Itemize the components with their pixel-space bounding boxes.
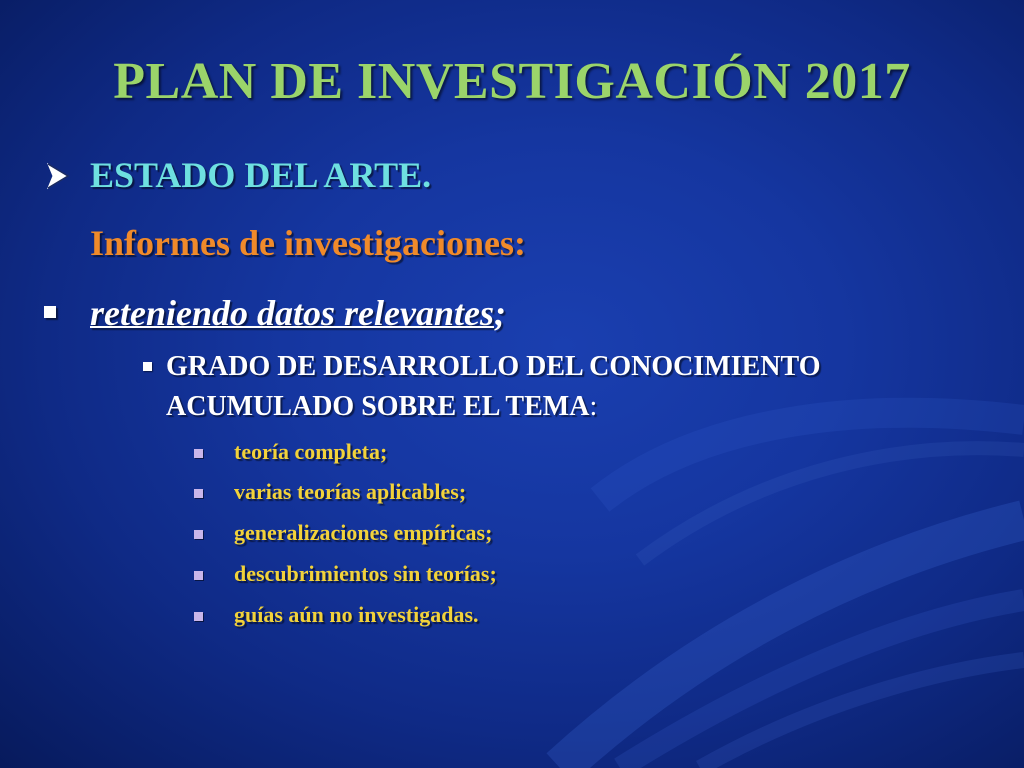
slide-title: PLAN DE INVESTIGACIÓN 2017 bbox=[113, 53, 911, 110]
bullet-level1-underlined: reteniendo datos relevantes bbox=[90, 293, 494, 333]
bullet-level1-rest: ; bbox=[493, 293, 506, 333]
bullet-level2-line2 bbox=[166, 390, 597, 424]
section-heading: ESTADO DEL ARTE. bbox=[90, 155, 432, 195]
square-bullet-icon bbox=[44, 306, 56, 318]
bullet-level2-line2-text: ACUMULADO SOBRE EL TEMA bbox=[166, 391, 590, 422]
lavender-square-bullet-icon bbox=[194, 612, 203, 621]
list-item: descubrimientos sin teorías; bbox=[234, 561, 497, 586]
list-item: teoría completa; bbox=[234, 439, 388, 464]
bullet-level1 bbox=[90, 292, 506, 334]
lavender-square-bullet-icon bbox=[194, 530, 203, 539]
bullet-level2-line2-suffix: : bbox=[589, 391, 598, 422]
list-item: guías aún no investigadas. bbox=[234, 602, 479, 627]
small-square-bullet-icon bbox=[143, 362, 152, 371]
list-item: generalizaciones empíricas; bbox=[234, 520, 493, 545]
arrow-chevron-icon bbox=[42, 160, 74, 192]
list-item: varias teorías aplicables; bbox=[234, 479, 467, 504]
section-subheading: Informes de investigaciones: bbox=[90, 223, 526, 263]
bullet-level2-line1: GRADO DE DESARROLLO DEL CONOCIMIENTO bbox=[166, 351, 821, 382]
lavender-square-bullet-icon bbox=[194, 449, 203, 458]
lavender-square-bullet-icon bbox=[194, 571, 203, 580]
lavender-square-bullet-icon bbox=[194, 489, 203, 498]
